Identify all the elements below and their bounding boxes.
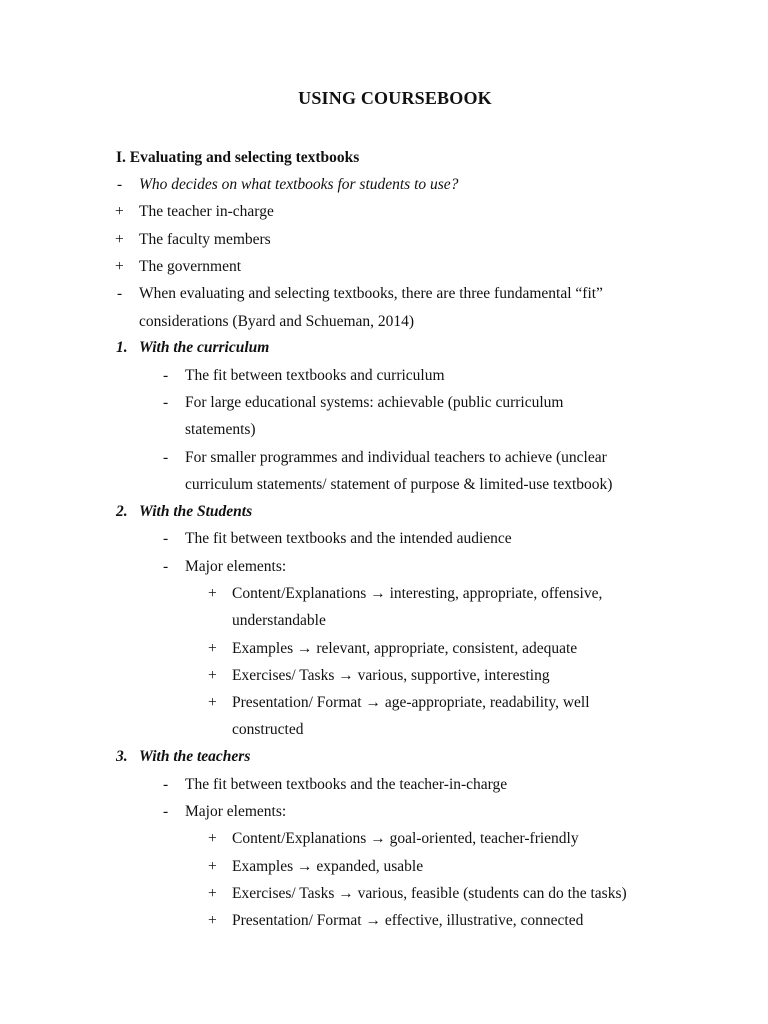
dash-marker: - bbox=[163, 530, 169, 547]
plus-marker: + bbox=[115, 231, 124, 248]
list-item: The teacher in-charge bbox=[139, 203, 274, 220]
paragraph-line: considerations (Byard and Schueman, 2014) bbox=[139, 313, 415, 330]
list-item: The government bbox=[139, 258, 242, 275]
list-item: Major elements: bbox=[185, 558, 287, 575]
subsection-heading: With the curriculum bbox=[139, 339, 270, 356]
list-item-continuation: curriculum statements/ statement of purpose & limited-use textbook) bbox=[185, 476, 613, 493]
list-item: The fit between textbooks and the intended audience bbox=[185, 530, 512, 547]
list-item: Presentation/ Format → effective, illustrative, connected bbox=[232, 912, 584, 929]
plus-marker: + bbox=[208, 885, 217, 902]
numbered-marker: 1. bbox=[116, 339, 128, 356]
list-item: For smaller programmes and individual teachers to achieve (unclear bbox=[185, 449, 607, 466]
plus-marker: + bbox=[208, 585, 217, 602]
list-item: Content/Explanations → interesting, appropriate, offensive, bbox=[232, 585, 603, 602]
dash-marker: - bbox=[163, 776, 169, 793]
plus-marker: + bbox=[208, 667, 217, 684]
plus-marker: + bbox=[208, 858, 217, 875]
plus-marker: + bbox=[208, 830, 217, 847]
dash-marker: - bbox=[163, 367, 169, 384]
plus-marker: + bbox=[208, 912, 217, 929]
list-item: Examples → relevant, appropriate, consistent, adequate bbox=[232, 640, 578, 657]
list-item: The faculty members bbox=[139, 231, 271, 248]
paragraph-line: When evaluating and selecting textbooks, there are three fundamental “fit” bbox=[139, 285, 603, 302]
dash-marker: - bbox=[163, 803, 169, 820]
subsection-heading: With the Students bbox=[139, 503, 253, 520]
list-item: Examples → expanded, usable bbox=[232, 858, 424, 875]
plus-marker: + bbox=[208, 640, 217, 657]
dash-marker: - bbox=[163, 558, 169, 575]
plus-marker: + bbox=[115, 203, 124, 220]
subsection-heading: With the teachers bbox=[139, 748, 251, 765]
list-item-continuation: understandable bbox=[232, 612, 326, 629]
dash-marker: - bbox=[117, 285, 123, 302]
list-item: Major elements: bbox=[185, 803, 287, 820]
list-item: For large educational systems: achievable (public curriculum bbox=[185, 394, 564, 411]
plus-marker: + bbox=[115, 258, 124, 275]
list-item: Exercises/ Tasks → various, supportive, interesting bbox=[232, 667, 550, 684]
list-item: Content/Explanations → goal-oriented, teacher-friendly bbox=[232, 830, 579, 847]
question-text: Who decides on what textbooks for students to use? bbox=[139, 176, 459, 193]
list-item-continuation: statements) bbox=[185, 421, 256, 438]
list-item: The fit between textbooks and curriculum bbox=[185, 367, 445, 384]
numbered-marker: 3. bbox=[116, 748, 128, 765]
numbered-marker: 2. bbox=[116, 503, 128, 520]
list-item-continuation: constructed bbox=[232, 721, 304, 738]
page-title: USING COURSEBOOK bbox=[298, 88, 492, 108]
dash-marker: - bbox=[163, 449, 169, 466]
list-item: The fit between textbooks and the teacher-in-charge bbox=[185, 776, 508, 793]
list-item: Exercises/ Tasks → various, feasible (students can do the tasks) bbox=[232, 885, 627, 902]
dash-marker: - bbox=[163, 394, 169, 411]
list-item: Presentation/ Format → age-appropriate, readability, well bbox=[232, 694, 590, 711]
section-heading: I. Evaluating and selecting textbooks bbox=[116, 149, 360, 166]
plus-marker: + bbox=[208, 694, 217, 711]
dash-marker: - bbox=[117, 176, 123, 193]
